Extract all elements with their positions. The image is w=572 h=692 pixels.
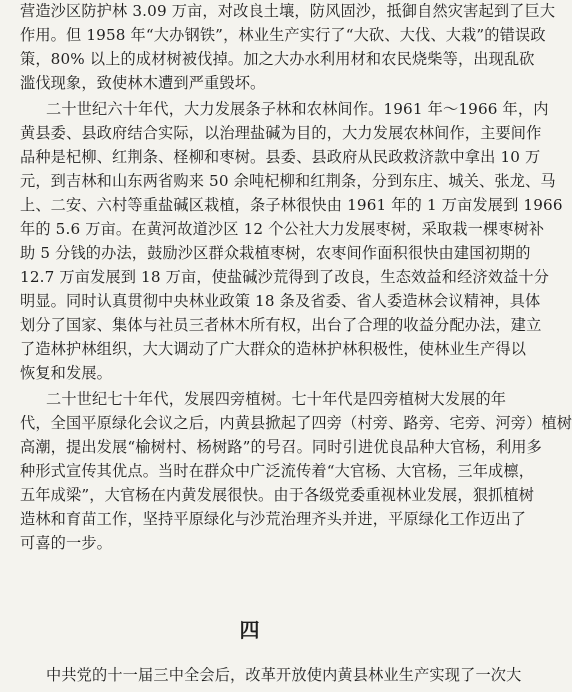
paragraph-2-line-4: 元，到吉林和山东两省购来 50 余吨杞柳和红荆条，分到东庄、城关、张龙、马	[20, 172, 556, 190]
paragraph-2-line-8: 12.7 万亩发展到 18 万亩，使盐碱沙荒得到了改良，生态效益和经济效益十分	[20, 268, 550, 286]
paragraph-3-line-4: 种形式宣传其优点。当时在群众中广泛流传着“大官杨、大官杨，三年成檩，	[20, 462, 535, 480]
paragraph-1-line-1: 营造沙区防护林 3.09 万亩，对改良土壤，防风固沙，抵御自然灾害起到了巨大	[20, 2, 556, 20]
paragraph-2-line-6: 年的 5.6 万亩。在黄河故道沙区 12 个公社大力发展枣树，采取栽一棵枣树补	[20, 220, 545, 238]
paragraph-3-line-5: 五年成梁”，大官杨在内黄发展很快。由于各级党委重视林业发展，狠抓植树	[20, 486, 535, 504]
paragraph-2-line-9: 明显。同时认真贯彻中央林业政策 18 条及省委、省人委造林会议精神，具体	[20, 292, 541, 310]
paragraph-3-line-7: 可喜的一步。	[20, 534, 113, 552]
paragraph-2-line-11: 了造林护林组织，大大调动了广大群众的造林护林积极性，使林业生产得以	[20, 340, 527, 358]
paragraph-1-line-4: 滥伐现象，致使林木遭到严重毁坏。	[20, 74, 266, 92]
paragraph-4-line-1: 中共党的十一届三中全会后，改革开放使内黄县林业生产实现了一次大	[46, 666, 522, 684]
paragraph-2-line-1: 二十世纪六十年代，大力发展条子林和农林间作。1961 年～1966 年，内	[46, 100, 549, 118]
paragraph-2-line-3: 品种是杞柳、红荆条、柽柳和枣树。县委、县政府从民政救济款中拿出 10 万	[20, 148, 541, 166]
paragraph-3-line-2: 代，全国平原绿化会议之后，内黄县掀起了四旁（村旁、路旁、宅旁、河旁）植树	[20, 414, 572, 432]
paragraph-1-line-3: 策，80% 以上的成材树被伐掉。加之大办水利用材和农民烧柴等，出现乱砍	[20, 50, 535, 68]
paragraph-1-line-2: 作用。但 1958 年“大办钢铁”，林业生产实行了“大砍、大伐、大栽”的错误政	[20, 26, 546, 44]
paragraph-2-line-7: 助 5 分钱的办法，鼓励沙区群众栽植枣树，农枣间作面积很快由建国初期的	[20, 244, 531, 262]
paragraph-2-line-5: 上、二安、六村等重盐碱区栽植，条子林很快由 1961 年的 1 万亩发展到 1966	[20, 196, 563, 214]
paragraph-3-line-1: 二十世纪七十年代，发展四旁植树。七十年代是四旁植树大发展的年	[46, 390, 507, 408]
paragraph-2-line-12: 恢复和发展。	[20, 364, 113, 382]
paragraph-2-line-10: 划分了国家、集体与社员三者林木所有权，出台了合理的收益分配办法，建立	[20, 316, 542, 334]
paragraph-3-line-3: 高潮，提出发展“榆树村、杨树路”的号召。同时引进优良品种大官杨，利用多	[20, 438, 542, 456]
paragraph-2-line-2: 黄县委、县政府结合实际，以治理盐碱为目的，大力发展农林间作，主要间作	[20, 124, 542, 142]
section-heading: 四	[239, 618, 261, 642]
paragraph-3-line-6: 造林和育苗工作，坚持平原绿化与沙荒治理齐头并进，平原绿化工作迈出了	[20, 510, 527, 528]
